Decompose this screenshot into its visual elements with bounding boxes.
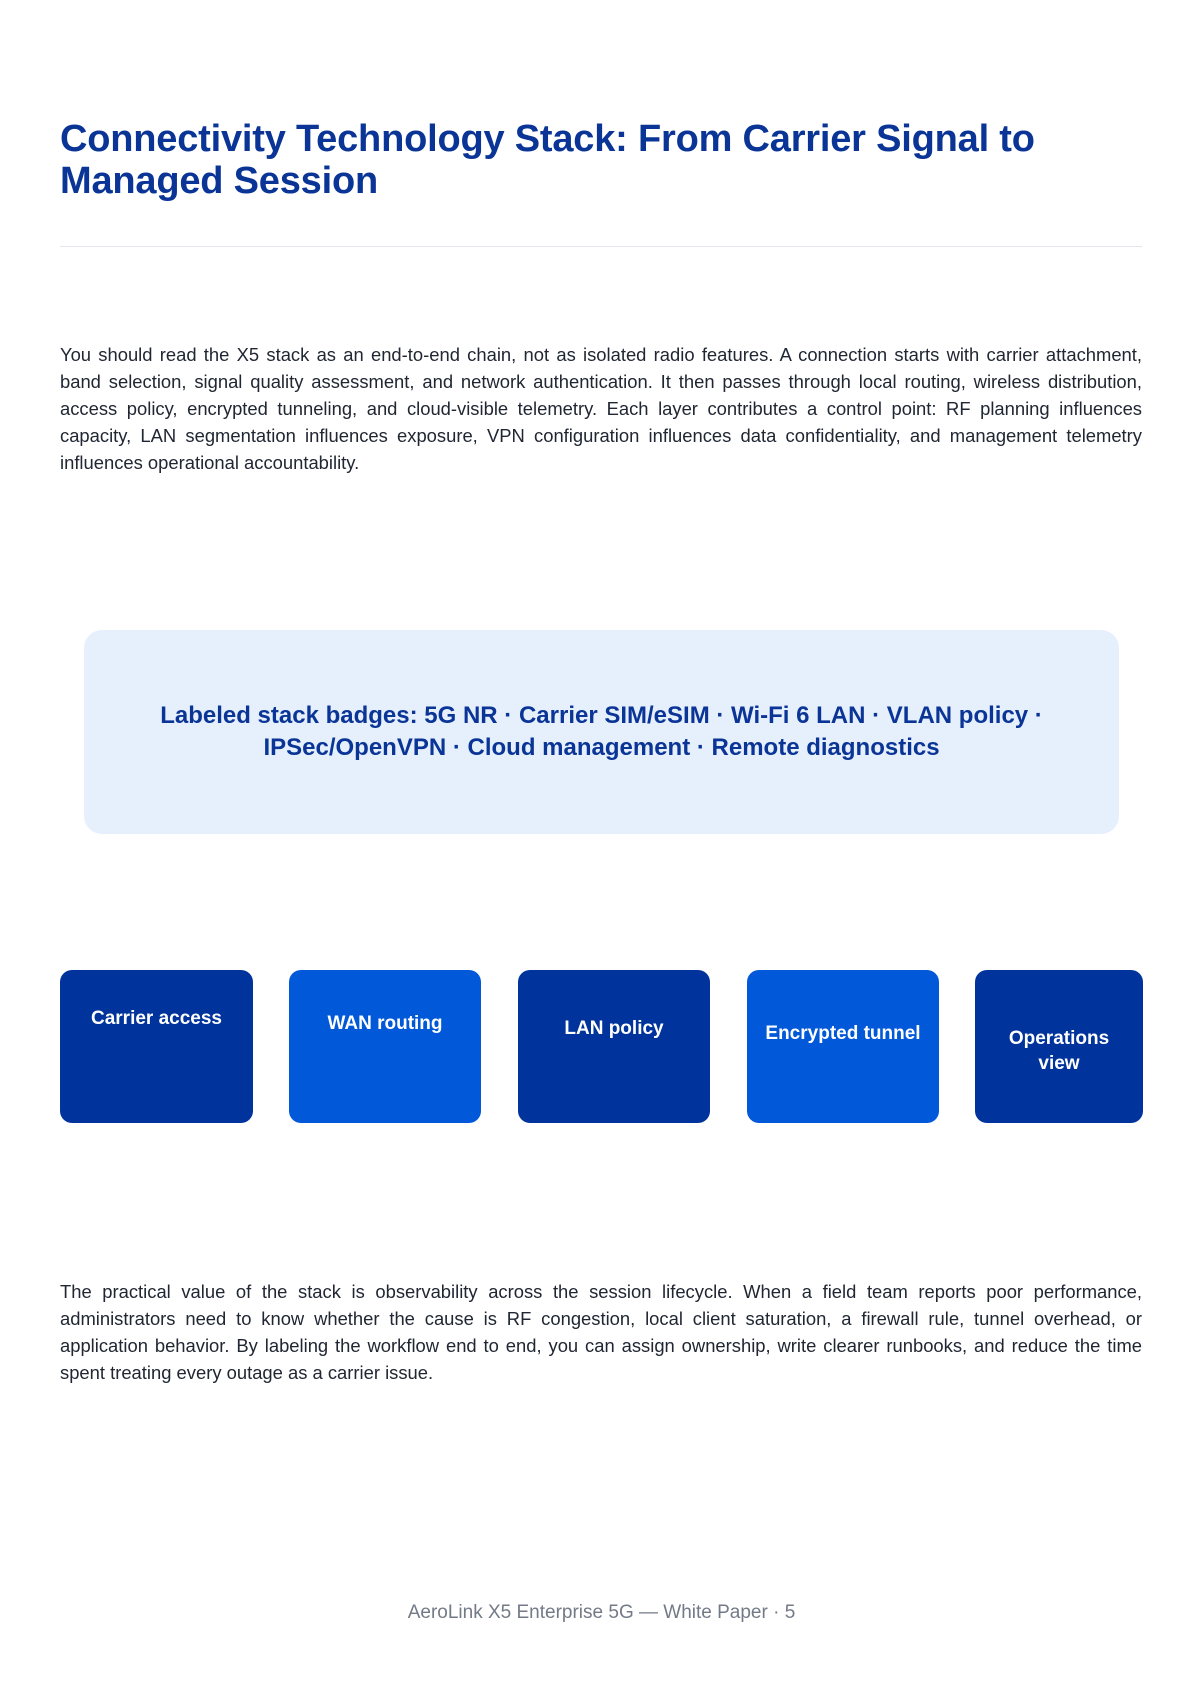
flow-step-lan-policy — [518, 970, 710, 1123]
flow-step-label: WAN routing — [327, 1013, 443, 1034]
flow-step-encrypted-tunnel — [747, 970, 939, 1123]
intro-paragraph: You should read the X5 stack as an end-to-end chain, not as isolated radio features. A connection starts with carrier attachment, band selection, signal quality assessment, and network authentication. It then passes through local routing, wireless distribution, access policy, encrypted tunneling, and cloud-visible telemetry. Each layer contributes a control point: RF planning influences capacity, LAN segmentation influences exposure, VPN configuration influences data confidentiality, and management telemetry influences operational accountability. — [60, 344, 1142, 473]
flow-step-label: Carrier access — [91, 1008, 222, 1029]
page-footer: AeroLink X5 Enterprise 5G — White Paper · 5 — [407, 1602, 796, 1623]
stack-badges-text: Labeled stack badges: 5G NR · Carrier SIM/eSIM · Wi-Fi 6 LAN · VLAN policy · IPSec/OpenVPN · Cloud management · Remote diagnostics — [160, 702, 1043, 761]
flow-step-label: Operations view — [1008, 1028, 1110, 1074]
flow-step-operations-view — [975, 970, 1143, 1123]
flow-step-carrier-access — [60, 970, 253, 1123]
flow-step-label: LAN policy — [564, 1018, 664, 1039]
flow-step-label: Encrypted tunnel — [765, 1023, 921, 1044]
flow-step-wan-routing — [289, 970, 481, 1123]
stack-badges-panel — [84, 630, 1119, 834]
title-divider — [60, 246, 1142, 247]
page-title: Connectivity Technology Stack: From Carrier Signal to Managed Session — [60, 118, 1035, 202]
closing-paragraph: The practical value of the stack is observability across the session lifecycle. When a field team reports poor performance, administrators need to know whether the cause is RF congestion, local client saturation, a firewall rule, tunnel overhead, or application behavior. By labeling the workflow end to end, you can assign ownership, write clearer runbooks, and reduce the time spent treating every outage as a carrier issue. — [60, 1281, 1142, 1383]
